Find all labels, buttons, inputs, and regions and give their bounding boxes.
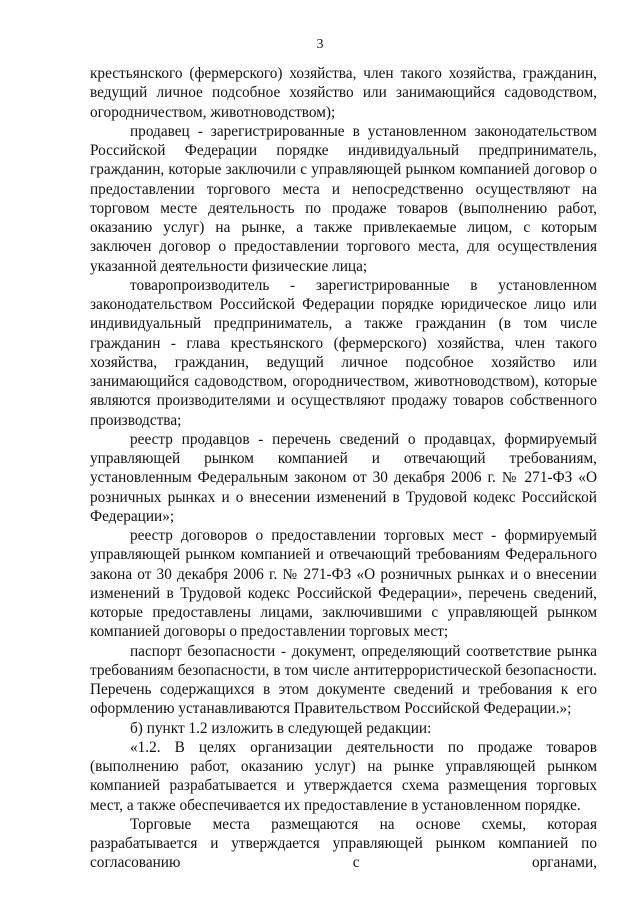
paragraph-clause-1-2: «1.2. В целях организации деятельности по продаже товаров (выполнению работ, оказанию услуг) на рынке управляющей рынком компанией разрабатывается и утверждается схема размещения торговых мест, а также обеспечивается их предоставление в установленном порядке. bbox=[90, 738, 597, 814]
paragraph-definition-safety-passport: паспорт безопасности - документ, определяющий соответствие рынка требованиям безопасности, в том числе антитеррористической безопасности. Перечень содержащихся в этом документе сведений и требования к его оформлению устанавливаются Правительством Российской Федерации.»; bbox=[90, 642, 597, 718]
paragraph-definition-contract-registry: реестр договоров о предоставлении торговых мест - формируемый управляющей рынком компанией и отвечающий требованиям Федерального закона от 30 декабря 2006 г. № 271-ФЗ «О розничных рынках и о внесении изменений в Трудовой кодекс Российской Федерации», перечень сведений, которые предоставлены лицами, заключившими с управляющей рынком компанией договоры о предоставлении торговых мест; bbox=[90, 527, 597, 641]
page-number: 3 bbox=[316, 37, 324, 52]
paragraph-amendment-item: б) пункт 1.2 изложить в следующей редакции: bbox=[130, 719, 432, 737]
paragraph-definition-seller-registry: реестр продавцов - перечень сведений о продавцах, формируемый управляющей рынком компанией и отвечающий требованиям, установленным Федеральным законом от 30 декабря 2006 г. № 271-ФЗ «О розничных рынках и о внесении изменений в Трудовой кодекс Российской Федерации»; bbox=[90, 430, 597, 525]
paragraph-definition-producer: товаропроизводитель - зарегистрированные в установленном законодательством Российской Федерации порядке юридическое лицо или индивидуальный предприниматель, а также гражданин (в том числе гражданин - глава крестьянского (фермерского) хозяйства, член такого хозяйства, гражданин, ведущий личное подсобное хозяйство или занимающийся садоводством, огородничеством, животноводством), которые являются производителями и осуществляют продажу товаров собственного производства; bbox=[90, 276, 597, 429]
paragraph-trade-places: Торговые места размещаются на основе схемы, которая разрабатывается и утверждается управляющей рынком компанией по согласованию с органами, bbox=[90, 815, 597, 872]
paragraph-definition-seller: продавец - зарегистрированные в установленном законодательством Российской Федерации порядке индивидуальный предприниматель, гражданин, которые заключили с управляющей рынком компанией договор о предоставлении торгового места и непосредственно осуществляют на торговом месте деятельность по продаже товаров (выполнению работ, оказанию услуг) на рынке, а также привлекаемые лицом, с которым заключен договор о предоставлении торгового места, для осуществления указанной деятельности физические лица; bbox=[90, 122, 597, 275]
paragraph-continuation: крестьянского (фермерского) хозяйства, член такого хозяйства, гражданин, ведущий личное подсобное хозяйство или занимающийся садоводством, огородничеством, животноводством); bbox=[90, 65, 597, 121]
document-body bbox=[90, 64, 597, 873]
